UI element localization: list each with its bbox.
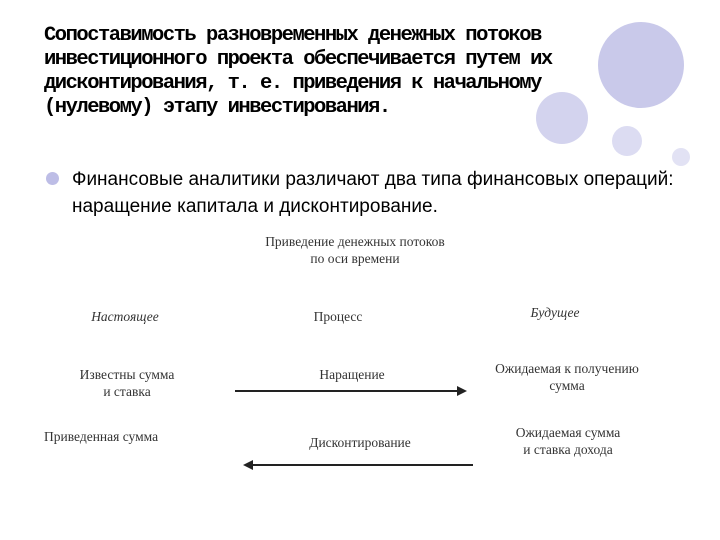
known-sum-line2: и ставка bbox=[103, 384, 151, 399]
decorative-circle-tiny bbox=[672, 148, 690, 166]
diagram-heading bbox=[230, 233, 480, 267]
column-future-label: Будущее bbox=[530, 305, 580, 320]
discounting-arrow-left bbox=[245, 464, 473, 466]
expected-sum-label bbox=[472, 360, 662, 394]
diagram-heading-line1: Приведение денежных потоков bbox=[265, 234, 445, 249]
compounding-label: Наращение bbox=[319, 367, 385, 382]
decorative-circle-small bbox=[612, 126, 642, 156]
expected-sum-line1: Ожидаемая к получению bbox=[495, 361, 639, 376]
present-value-label: Приведенная сумма bbox=[44, 429, 159, 444]
expected-sum-rate-label bbox=[488, 424, 648, 458]
expected-sum-rate-line1: Ожидаемая сумма bbox=[515, 425, 621, 440]
slide-title: Сопоставимость разновременных денежных потоков инвестиционного проекта обеспечивается путем их дисконтирования, т. е. приведения к начальному (нулевому) этапу инвестирования. bbox=[44, 24, 552, 119]
column-present-label: Настоящее bbox=[91, 309, 159, 324]
compounding-arrow-right bbox=[235, 390, 465, 392]
discounting-label: Дисконтирование bbox=[309, 435, 411, 450]
column-process-label: Процесс bbox=[313, 309, 363, 324]
bullet-text: Финансовые аналитики различают два типа финансовых операций: наращение капитала и дисконтирование. bbox=[72, 169, 674, 217]
expected-sum-line2: сумма bbox=[549, 378, 585, 393]
known-sum-line1: Известны сумма bbox=[79, 367, 175, 382]
expected-sum-rate-line2: и ставка дохода bbox=[523, 442, 613, 457]
bullet-icon bbox=[46, 172, 59, 185]
diagram-heading-line2: по оси времени bbox=[310, 251, 400, 266]
known-sum-label bbox=[52, 366, 202, 400]
